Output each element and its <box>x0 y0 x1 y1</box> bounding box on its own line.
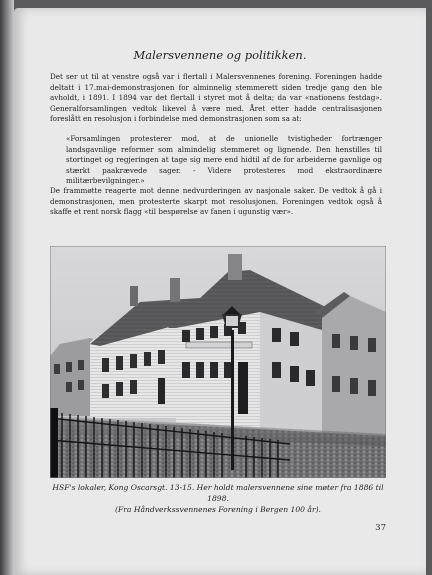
page-number: 37 <box>375 523 386 533</box>
book-spine-shadow <box>0 0 14 575</box>
paragraph-1: Det ser ut til at venstre også var i flertall i Malersvennenes forening. Foreningen hadde deltatt i 17.mai-demonstrasjonen for alminnelig stemmerett siden tredje gang den ble avholdt, i 1891. I 1894 var det flertall i styret mot å delta; da var «nationens festdag». Generalforsamlingen vedtok likevel å være med. Året etter hadde centralisasjonen foreslått en resolusjon i forbindelse med demonstrasjonen som sa at: <box>50 72 382 124</box>
paragraph-2: De frammøtte reagerte mot denne nedvurderingen av nasjonale saker. De vedtok å gå i demonstrasjonen, men protesterte skarpt mot resolusjonen. Foreningen vedtok også å skaffe et rent norsk flagg «til bespørelse av fanen i ugunstig vær». <box>50 186 382 217</box>
book-page <box>14 8 426 575</box>
caption-line-1: HSF's lokaler, Kong Oscarsgt. 13-15. Her holdt malersvennene sine møter fra 1886 til 1898. <box>52 483 384 503</box>
section-heading: Malersvennene og politikken. <box>133 48 307 62</box>
quoted-resolution: «Forsamlingen protesterer mod, at de unionelle tvistigheder fortrænger landsgavnlige reformer som almindelig stemmeret og lignende. Den henstilles til stortinget og regjeringen at tage sig mere end hidtil af de for arbeiderne gavnlige og stærkt paakrævede sager. - Videre protesteres mod ekstraordinære militærbevilgninger.» <box>66 134 382 186</box>
photo-caption <box>44 482 392 515</box>
historic-building-photo <box>50 246 386 478</box>
caption-line-2: (Fra Håndverkssvennenes Forening i Bergen 100 år). <box>115 505 321 514</box>
